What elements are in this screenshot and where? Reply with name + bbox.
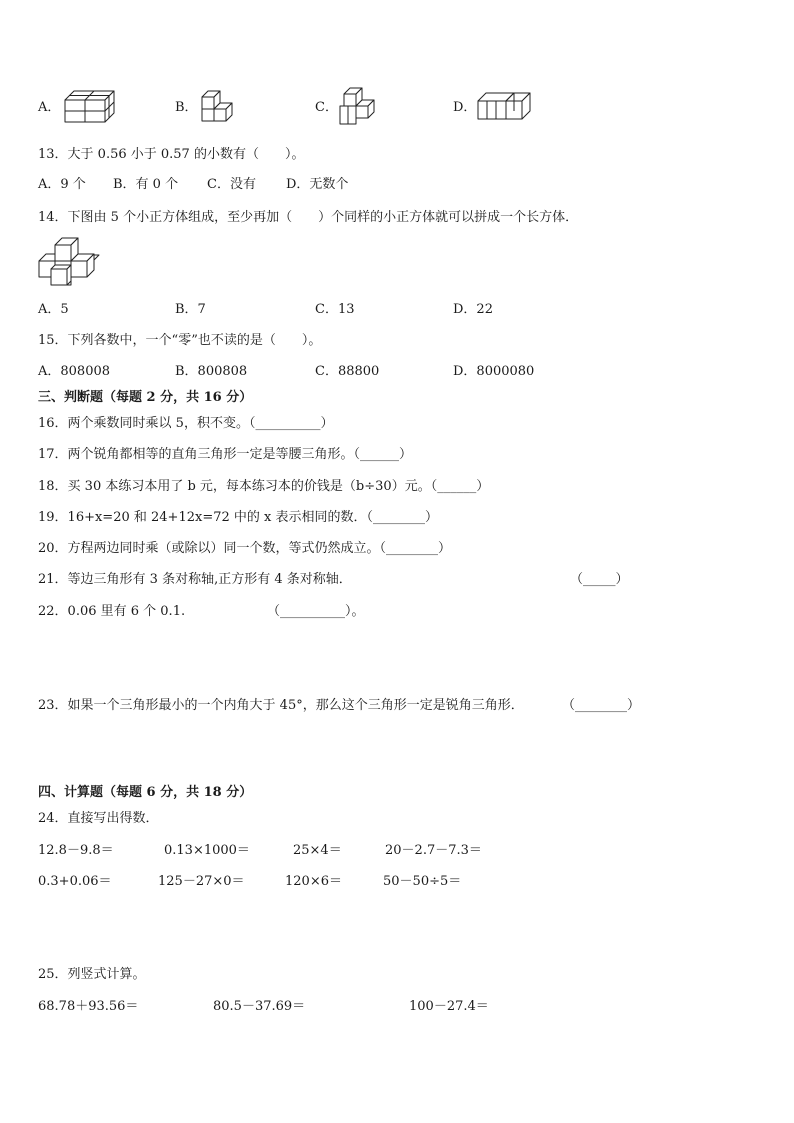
q15-option-b[interactable]: B．800808 [175,364,248,379]
option-label: D． [453,100,477,115]
section-4-title: 四、计算题（每题 6 分，共 18 分） [38,785,253,800]
q14-option-c[interactable]: C．13 [315,302,355,317]
cubes-stacked-icon [338,86,380,128]
option-label: C． [315,100,338,115]
option-label: A． [38,100,61,115]
question-19[interactable]: 19．16+x=20 和 24+12x=72 中的 x 表示相同的数．（________） [38,510,438,525]
q25-expression[interactable]: 68.78＋93.56＝ [38,999,139,1014]
question-24-stem: 24．直接写出得数． [38,811,159,826]
q13-option-a[interactable]: A．9 个 [38,177,86,192]
q24-expression[interactable]: 125－27×0＝ [158,874,245,889]
question-15-stem: 15．下列各数中，一个“零”也不读的是（ ）。 [38,333,322,348]
question-23: 23．如果一个三角形最小的一个内角大于 45°，那么这个三角形一定是锐角三角形． [38,698,524,713]
q14-option-d[interactable]: D．22 [453,302,493,317]
q12-option-b[interactable] [175,100,198,116]
option-label: B． [175,100,198,115]
q24-expression[interactable]: 25×4＝ [293,843,342,858]
q12-option-c[interactable] [315,100,338,116]
q24-expression[interactable]: 120×6＝ [285,874,342,889]
q15-option-a[interactable]: A．808008 [38,364,111,379]
question-16[interactable]: 16．两个乘数同时乘以 5，积不变。（__________） [38,416,334,431]
q14-option-a[interactable]: A．5 [38,302,69,317]
section-3-title: 三、判断题（每题 2 分，共 16 分） [38,390,253,405]
question-18[interactable]: 18．买 30 本练习本用了 b 元，每本练习本的价钱是（b÷30）元。（______） [38,479,490,494]
question-21: 21．等边三角形有 3 条对称轴,正方形有 4 条对称轴． [38,572,352,587]
q15-option-c[interactable]: C．88800 [315,364,380,379]
question-13-stem: 13．大于 0.56 小于 0.57 的小数有（ ）。 [38,147,305,162]
q24-expression[interactable]: 0.13×1000＝ [164,843,250,858]
q24-expression[interactable]: 50－50÷5＝ [383,874,462,889]
five-cubes-figure-icon [37,236,101,288]
q15-option-d[interactable]: D．8000080 [453,364,535,379]
q25-expression[interactable]: 80.5－37.69＝ [213,999,306,1014]
q24-expression[interactable]: 0.3+0.06＝ [38,874,112,889]
q13-option-d[interactable]: D．无数个 [286,177,349,192]
q24-expression[interactable]: 12.8－9.8＝ [38,843,114,858]
question-14-stem: 14．下图由 5 个小正方体组成，至少再加（ ）个同样的小正方体就可以拼成一个长方体． [38,210,579,225]
q12-option-a[interactable] [38,100,60,116]
q12-option-d[interactable] [453,100,476,116]
question-25-stem: 25．列竖式计算。 [38,967,146,982]
cubes-l-shape-icon [200,88,242,128]
cubes-row-of-three-icon [476,91,534,123]
q24-expression[interactable]: 20－2.7－7.3＝ [385,843,482,858]
q13-option-c[interactable]: C．没有 [207,177,256,192]
question-22: 22．0.06 里有 6 个 0.1. [38,604,186,619]
q13-option-b[interactable]: B．有 0 个 [113,177,179,192]
question-17[interactable]: 17．两个锐角都相等的直角三角形一定是等腰三角形。（______） [38,447,413,462]
question-22-answer-blank[interactable]: （__________）。 [267,604,365,619]
cubes-2x2-block-icon [64,88,120,124]
question-21-answer-blank[interactable]: （_____） [570,572,629,587]
q14-option-b[interactable]: B．7 [175,302,206,317]
q25-expression[interactable]: 100－27.4＝ [409,999,489,1014]
question-23-answer-blank[interactable]: （________） [562,698,641,713]
question-20[interactable]: 20．方程两边同时乘（或除以）同一个数，等式仍然成立。（________） [38,541,452,556]
